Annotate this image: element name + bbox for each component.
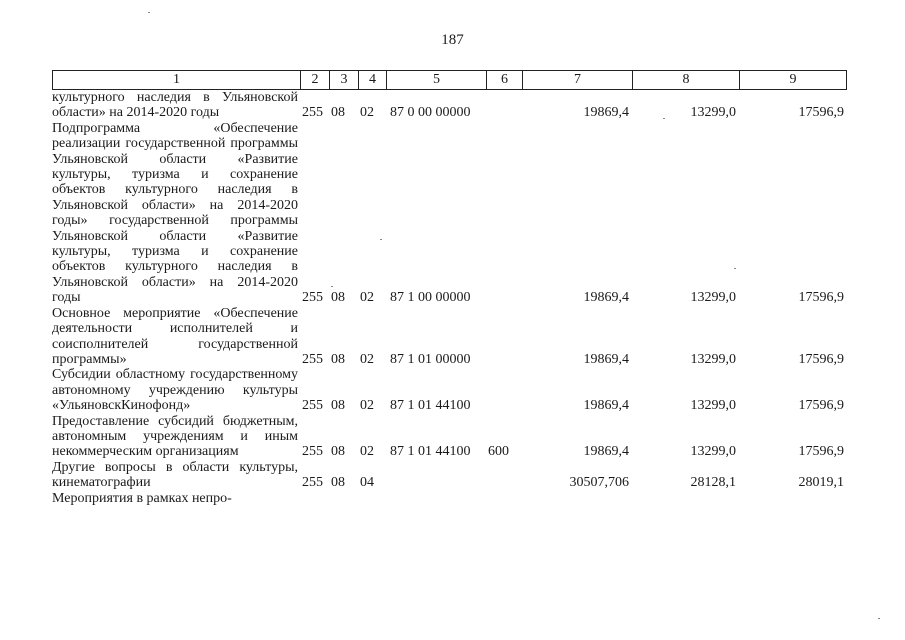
cell-2019: 19869,4	[583, 351, 629, 367]
cell-csr: 87 1 00 00000	[390, 290, 471, 306]
scan-speck	[380, 239, 382, 240]
budget-table	[52, 70, 847, 506]
cell-ved: 255	[302, 475, 323, 491]
header-col-4: 4	[358, 71, 386, 89]
table-row	[52, 491, 847, 506]
table-row	[52, 306, 847, 368]
cell-2021: 17596,9	[798, 351, 844, 367]
header-col-3: 3	[329, 71, 358, 89]
cell-rz: 08	[331, 475, 345, 491]
cell-ved: 255	[302, 290, 323, 306]
cell-csr: 87 0 00 00000	[390, 105, 471, 121]
cell-rz: 08	[331, 444, 345, 460]
cell-csr: 87 1 01 44100	[390, 444, 471, 460]
scan-speck	[878, 618, 880, 619]
row-description: Предоставление субсидий бюджетным, автономным учреждениям и иным некоммерческим организациям	[52, 413, 298, 460]
cell-2019: 19869,4	[583, 444, 629, 460]
cell-2020: 28128,1	[690, 475, 736, 491]
cell-rz: 08	[331, 351, 345, 367]
page-number: 187	[441, 32, 464, 48]
cell-pr: 04	[360, 475, 374, 491]
row-description: Субсидии областному государственному автономному учреждению культуры «УльяновскКинофонд»	[52, 367, 298, 414]
cell-vr: 600	[488, 444, 509, 460]
cell-csr: 87 1 01 00000	[390, 351, 471, 367]
table-row	[52, 121, 847, 306]
cell-pr: 02	[360, 351, 374, 367]
cell-ved: 255	[302, 105, 323, 121]
header-col-2: 2	[300, 71, 329, 89]
cell-ved: 255	[302, 444, 323, 460]
cell-2020: 13299,0	[690, 351, 736, 367]
row-description: Основное мероприятие «Обеспечение деятельности исполнителей и соисполнителей государственной программы»	[52, 305, 298, 367]
table-header	[52, 70, 847, 90]
row-description: Мероприятия в рамках непро-	[52, 490, 232, 506]
cell-2019: 19869,4	[583, 290, 629, 306]
cell-2021: 17596,9	[798, 398, 844, 414]
row-description: культурного наследия в Ульяновской области» на 2014-2020 годы	[52, 90, 298, 121]
header-col-8: 8	[632, 71, 739, 89]
scan-speck	[331, 286, 333, 287]
cell-pr: 02	[360, 444, 374, 460]
cell-2020: 13299,0	[690, 398, 736, 414]
cell-pr: 02	[360, 398, 374, 414]
header-col-7: 7	[522, 71, 632, 89]
cell-rz: 08	[331, 290, 345, 306]
table-row	[52, 460, 847, 491]
cell-rz: 08	[331, 398, 345, 414]
cell-2020: 13299,0	[690, 290, 736, 306]
cell-2021: 17596,9	[798, 444, 844, 460]
row-description: Другие вопросы в области культуры, кинематографии	[52, 459, 298, 491]
cell-2019: 30507,706	[569, 475, 629, 491]
table-row	[52, 367, 847, 413]
header-col-9: 9	[739, 71, 847, 89]
cell-2021: 17596,9	[798, 105, 844, 121]
row-description: Подпрограмма «Обеспечение реализации государственной программы Ульяновской области «Развитие культуры, туризма и сохранение объектов культурного наследия в Ульяновской области» на 2014-2020 годы» государственной программы Ульяновской области «Развитие культуры, туризма и сохранение объектов культурного наследия в Ульяновской области» на 2014-2020 годы	[52, 120, 298, 306]
cell-ved: 255	[302, 351, 323, 367]
cell-2020: 13299,0	[690, 105, 736, 121]
scan-speck	[663, 118, 665, 119]
scan-speck	[148, 12, 150, 13]
header-col-6: 6	[486, 71, 522, 89]
cell-2021: 17596,9	[798, 290, 844, 306]
cell-pr: 02	[360, 290, 374, 306]
cell-csr: 87 1 01 44100	[390, 398, 471, 414]
cell-2019: 19869,4	[583, 398, 629, 414]
header-col-1: 1	[52, 71, 300, 89]
cell-2019: 19869,4	[583, 105, 629, 121]
cell-2020: 13299,0	[690, 444, 736, 460]
cell-ved: 255	[302, 398, 323, 414]
table-row	[52, 414, 847, 460]
cell-2021: 28019,1	[798, 475, 844, 491]
table-row	[52, 90, 847, 121]
cell-pr: 02	[360, 105, 374, 121]
scan-speck	[734, 268, 736, 269]
header-col-5: 5	[386, 71, 486, 89]
cell-rz: 08	[331, 105, 345, 121]
